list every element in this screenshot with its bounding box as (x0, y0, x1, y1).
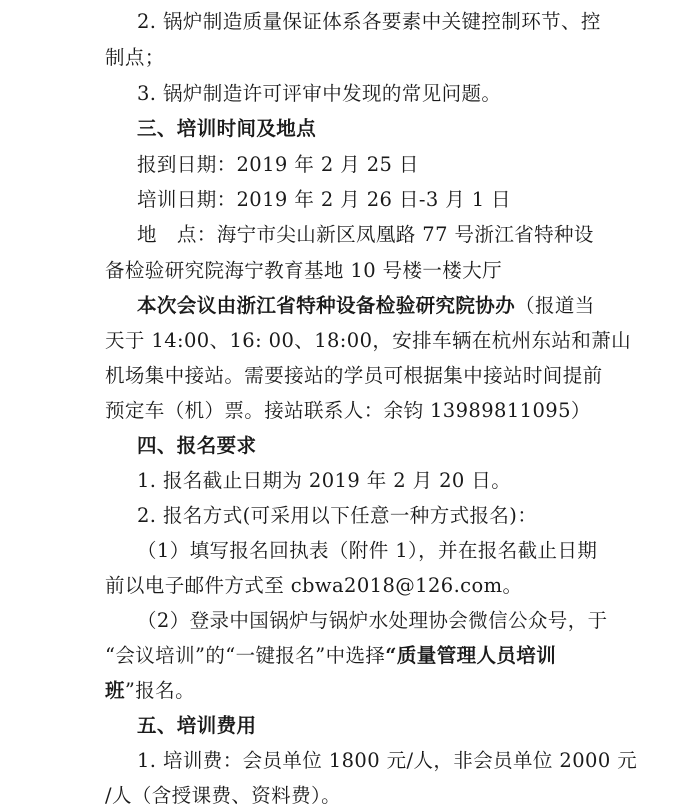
registration-end: ”报名。 (124, 679, 195, 702)
body-line: （2）登录中国锅炉与锅炉水处理协会微信公众号，于 (137, 609, 608, 632)
body-line: 报到日期：2019 年 2 月 25 日 (137, 153, 419, 176)
body-line: 2. 锅炉制造质量保证体系各要素中关键控制环节、控 (137, 10, 601, 33)
address-label: 地 (137, 223, 157, 246)
body-line: （1）填写报名回执表（附件 1），并在报名截止日期 (137, 539, 598, 562)
bold-note: 本次会议由浙江省特种设备检验研究院协办 (137, 294, 516, 317)
body-line: 机场集中接站。需要接站的学员可根据集中接站时间提前 (105, 364, 603, 387)
body-line: 备检验研究院海宁教育基地 10 号楼一楼大厅 (105, 259, 503, 282)
body-line: 2. 报名方式(可采用以下任意一种方式报名)： (137, 504, 538, 527)
body-line: 3. 锅炉制造许可评审中发现的常见问题。 (137, 82, 502, 105)
body-line (105, 677, 682, 705)
body-line: 1. 报名截止日期为 2019 年 2 月 20 日。 (137, 469, 512, 492)
body-line (137, 292, 682, 320)
note-text: （报道当 (515, 294, 595, 317)
section-heading: 五、培训费用 (137, 714, 257, 737)
body-line (105, 642, 682, 670)
body-line: 天于 14:00、16: 00、18:00，安排车辆在杭州东站和萧山 (105, 329, 632, 352)
body-line: 培训日期：2019 年 2 月 26 日-3 月 1 日 (137, 188, 512, 211)
bold-course-name: “质量管理人员培训 (385, 644, 557, 667)
registration-text: “会议培训”的“一键报名”中选择 (105, 644, 386, 667)
bold-course-name-end: 班 (105, 679, 125, 702)
body-line: 前以电子邮件方式至 cbwa2018@126.com。 (105, 574, 523, 597)
section-heading: 三、培训时间及地点 (137, 117, 317, 140)
body-line: 预定车（机）票。接站联系人：余钧 13989811095） (105, 399, 591, 422)
address-text: 点：海宁市尖山新区凤凰路 77 号浙江省特种设 (176, 223, 594, 246)
section-heading: 四、报名要求 (137, 434, 257, 457)
body-line: 1. 培训费：会员单位 1800 元/人，非会员单位 2000 元 (137, 749, 638, 772)
body-line: /人（含授课费、资料费）。 (105, 784, 342, 807)
body-line: 制点； (105, 46, 165, 69)
address-line (137, 221, 682, 249)
